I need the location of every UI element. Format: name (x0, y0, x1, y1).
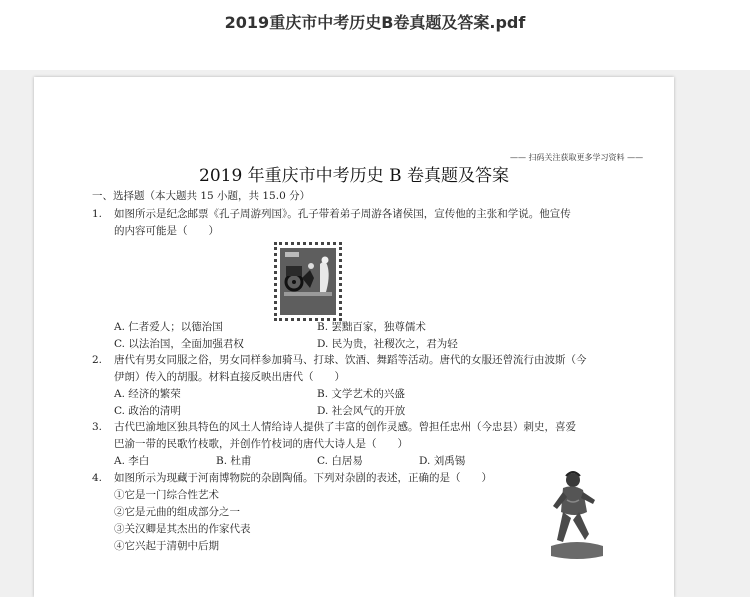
stamp-illustration (280, 248, 336, 315)
list-item: ①它是一门综合性艺术 (114, 489, 219, 501)
question-text: 的内容可能是（ ） (114, 225, 219, 237)
scan-note: —— 扫码关注获取更多学习资料 —— (510, 153, 644, 162)
option-a: A. 经济的繁荣 (114, 388, 181, 400)
question-text: 伊朗）传入的胡服。材料直接反映出唐代（ ） (114, 371, 345, 383)
option-b: B. 罢黜百家，独尊儒术 (317, 321, 426, 333)
option-c: C. 以法治国，全面加强君权 (114, 338, 244, 350)
option-c: C. 政治的清明 (114, 405, 181, 417)
list-item: ④它兴起于清朝中后期 (114, 540, 219, 552)
pdf-page (34, 77, 674, 597)
option-d: D. 民为贵，社稷次之，君为轻 (317, 338, 458, 350)
stamp-image (274, 242, 342, 321)
question-number: 2. (92, 354, 103, 366)
option-d: D. 刘禹锡 (419, 455, 466, 467)
option-b: B. 文学艺术的兴盛 (317, 388, 405, 400)
toolbar (0, 0, 750, 70)
list-item: ②它是元曲的组成部分之一 (114, 506, 240, 518)
question-number: 3. (92, 421, 103, 433)
question-number: 1. (92, 208, 103, 220)
question-text: 唐代有男女同服之俗，男女同样参加骑马、打球、饮酒、舞蹈等活动。唐代的女服还曾流行由波斯（今 (114, 354, 587, 366)
question-text: 如图所示是纪念邮票《孔子周游列国》。孔子带着弟子周游各诸侯国，宣传他的主张和学说。他宣传 (114, 208, 571, 220)
list-item: ③关汉卿是其杰出的作家代表 (114, 523, 251, 535)
section-heading: 一、选择题（本大题共 15 小题，共 15.0 分） (92, 190, 311, 202)
question-text: 如图所示为现藏于河南博物院的杂剧陶俑。下列对杂剧的表述，正确的是（ ） (114, 472, 492, 484)
option-d: D. 社会风气的开放 (317, 405, 406, 417)
document-title: 2019 年重庆市中考历史 B 卷真题及答案 (199, 166, 509, 186)
pottery-figurine-image (549, 470, 605, 562)
option-c: C. 白居易 (317, 455, 363, 467)
question-number: 4. (92, 472, 103, 484)
option-b: B. 杜甫 (216, 455, 252, 467)
option-a: A. 李白 (114, 455, 150, 467)
document-filename: 2019重庆市中考历史B卷真题及答案.pdf (224, 13, 526, 32)
question-text: 巴渝一带的民歌竹枝歌，并创作竹枝词的唐代大诗人是（ ） (114, 438, 408, 450)
option-a: A. 仁者爱人；以德治国 (114, 321, 223, 333)
question-text: 古代巴渝地区独具特色的风土人情给诗人提供了丰富的创作灵感。曾担任忠州（今忠县）刺史，喜爱 (114, 421, 576, 433)
